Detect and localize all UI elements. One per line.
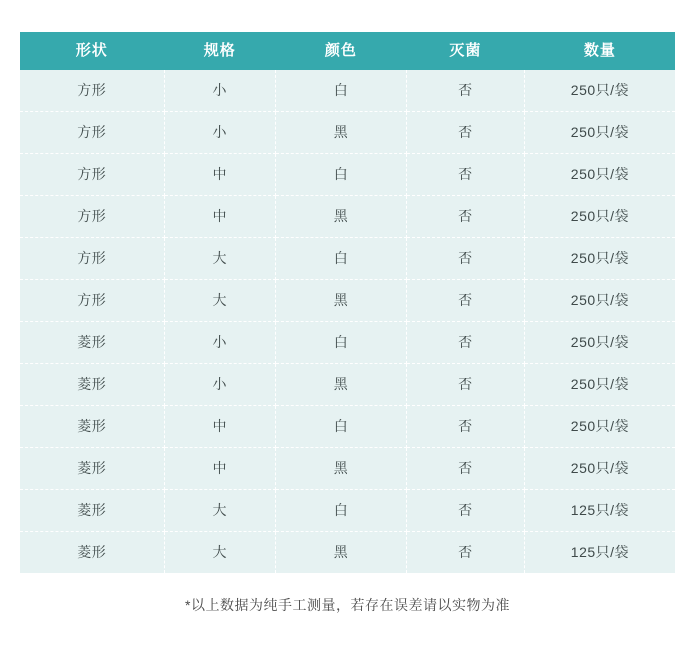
cell-size: 小 (164, 70, 275, 112)
cell-color: 黑 (275, 196, 406, 238)
cell-quantity: 250只/袋 (524, 364, 675, 406)
cell-quantity: 250只/袋 (524, 196, 675, 238)
cell-shape: 方形 (20, 280, 164, 322)
cell-size: 小 (164, 364, 275, 406)
cell-quantity: 125只/袋 (524, 532, 675, 574)
cell-shape: 方形 (20, 154, 164, 196)
cell-quantity: 250只/袋 (524, 322, 675, 364)
cell-quantity: 250只/袋 (524, 154, 675, 196)
table-body (20, 70, 675, 573)
cell-quantity: 250只/袋 (524, 238, 675, 280)
table-row (20, 196, 675, 238)
cell-size: 小 (164, 322, 275, 364)
table-row (20, 280, 675, 322)
cell-shape: 菱形 (20, 406, 164, 448)
cell-shape: 菱形 (20, 364, 164, 406)
cell-sterilized: 否 (406, 322, 524, 364)
cell-color: 白 (275, 490, 406, 532)
cell-size: 大 (164, 490, 275, 532)
table-row (20, 112, 675, 154)
specification-table (20, 32, 675, 573)
cell-color: 黑 (275, 112, 406, 154)
cell-quantity: 250只/袋 (524, 70, 675, 112)
cell-size: 大 (164, 238, 275, 280)
cell-sterilized: 否 (406, 70, 524, 112)
table-header (20, 32, 675, 70)
cell-size: 大 (164, 532, 275, 574)
cell-shape: 方形 (20, 238, 164, 280)
cell-size: 中 (164, 406, 275, 448)
column-header-size: 规格 (164, 32, 275, 70)
cell-sterilized: 否 (406, 406, 524, 448)
cell-color: 黑 (275, 448, 406, 490)
cell-shape: 方形 (20, 196, 164, 238)
table-header-row (20, 32, 675, 70)
cell-shape: 方形 (20, 70, 164, 112)
cell-quantity: 250只/袋 (524, 280, 675, 322)
cell-size: 中 (164, 448, 275, 490)
cell-size: 大 (164, 280, 275, 322)
table-row (20, 406, 675, 448)
cell-color: 白 (275, 322, 406, 364)
cell-size: 中 (164, 196, 275, 238)
cell-shape: 菱形 (20, 532, 164, 574)
cell-sterilized: 否 (406, 490, 524, 532)
cell-quantity: 250只/袋 (524, 448, 675, 490)
cell-sterilized: 否 (406, 154, 524, 196)
cell-shape: 菱形 (20, 490, 164, 532)
cell-color: 白 (275, 154, 406, 196)
table-row (20, 322, 675, 364)
column-header-shape: 形状 (20, 32, 164, 70)
cell-quantity: 250只/袋 (524, 112, 675, 154)
cell-color: 黑 (275, 280, 406, 322)
cell-color: 黑 (275, 364, 406, 406)
cell-sterilized: 否 (406, 112, 524, 154)
table-row (20, 448, 675, 490)
column-header-quantity: 数量 (524, 32, 675, 70)
table-row (20, 532, 675, 574)
cell-sterilized: 否 (406, 532, 524, 574)
cell-quantity: 125只/袋 (524, 490, 675, 532)
cell-sterilized: 否 (406, 364, 524, 406)
cell-size: 小 (164, 112, 275, 154)
cell-shape: 菱形 (20, 448, 164, 490)
cell-color: 白 (275, 70, 406, 112)
cell-size: 中 (164, 154, 275, 196)
column-header-sterilized: 灭菌 (406, 32, 524, 70)
cell-shape: 菱形 (20, 322, 164, 364)
measurement-disclaimer: *以上数据为纯手工测量，若存在误差请以实物为准 (185, 597, 510, 613)
cell-sterilized: 否 (406, 238, 524, 280)
cell-color: 黑 (275, 532, 406, 574)
cell-shape: 方形 (20, 112, 164, 154)
cell-sterilized: 否 (406, 280, 524, 322)
cell-sterilized: 否 (406, 196, 524, 238)
table-row (20, 70, 675, 112)
table-row (20, 490, 675, 532)
cell-sterilized: 否 (406, 448, 524, 490)
cell-quantity: 250只/袋 (524, 406, 675, 448)
table-row (20, 364, 675, 406)
table-row (20, 154, 675, 196)
table-row (20, 238, 675, 280)
cell-color: 白 (275, 238, 406, 280)
cell-color: 白 (275, 406, 406, 448)
column-header-color: 颜色 (275, 32, 406, 70)
